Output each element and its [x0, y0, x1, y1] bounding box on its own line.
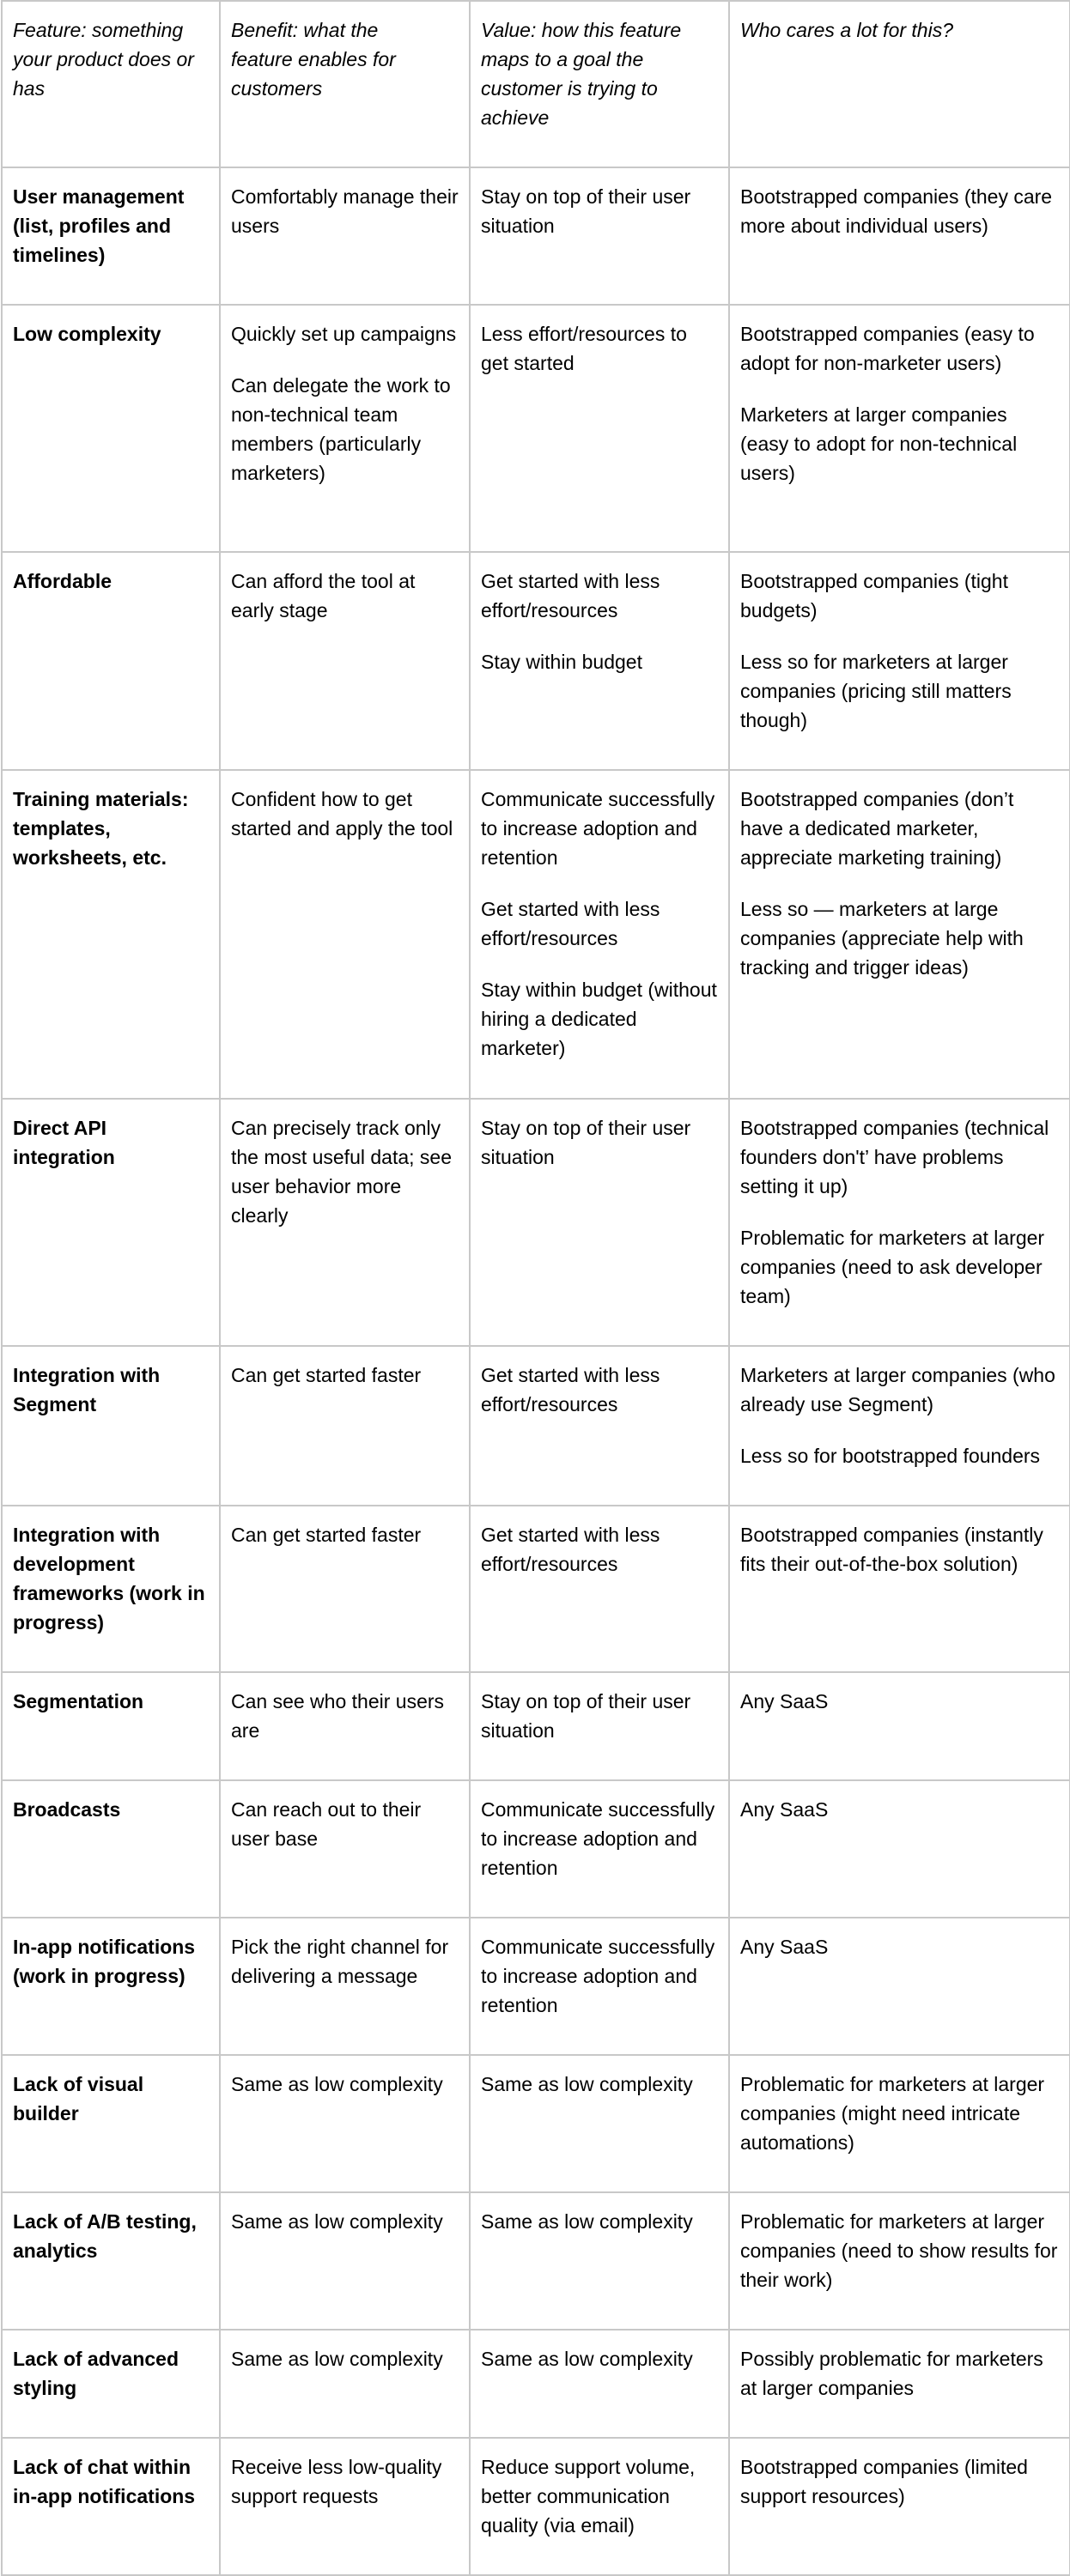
- feature-cell: [2, 552, 220, 770]
- benefit-cell: [220, 2438, 470, 2575]
- audience-cell: [729, 1506, 1070, 1672]
- benefit-cell: [220, 305, 470, 552]
- who-paragraph: Marketers at larger companies (who already use Segment): [740, 1364, 1055, 1415]
- benefit-paragraph: Can delegate the work to non-technical team members (particularly marketers): [231, 374, 451, 484]
- who-paragraph: Marketers at larger companies (easy to adopt for non-technical users): [740, 403, 1018, 484]
- value-paragraph: Communicate successfully to increase adoption and retention: [481, 1798, 715, 1879]
- benefit-paragraph: Quickly set up campaigns: [231, 323, 457, 345]
- value-cell: [470, 1780, 729, 1918]
- feature-cell: [2, 1672, 220, 1780]
- value-paragraph: Stay on top of their user situation: [481, 1690, 691, 1742]
- value-cell: [470, 1672, 729, 1780]
- value-paragraph: Stay on top of their user situation: [481, 185, 691, 237]
- benefit-paragraph: Can precisely track only the most useful data; see user behavior more clearly: [231, 1117, 452, 1227]
- feature-cell: [2, 1780, 220, 1918]
- header-value: [470, 1, 729, 167]
- value-cell: [470, 1918, 729, 2055]
- header-benefit-text: Benefit: what the feature enables for customers: [231, 19, 396, 100]
- who-paragraph: Less so for marketers at larger companies (pricing still matters though): [740, 651, 1012, 731]
- feature-cell: [2, 1346, 220, 1506]
- feature-name: Lack of visual builder: [13, 2073, 144, 2124]
- value-cell: [470, 2192, 729, 2330]
- who-paragraph: Bootstrapped companies (don’t have a dedicated marketer, appreciate marketing training): [740, 788, 1014, 869]
- feature-name: In-app notifications (work in progress): [13, 1936, 196, 1987]
- benefit-cell: [220, 1346, 470, 1506]
- value-paragraph: Same as low complexity: [481, 2073, 693, 2095]
- benefit-paragraph: Pick the right channel for delivering a message: [231, 1936, 449, 1987]
- value-cell: [470, 1506, 729, 1672]
- value-paragraph: Stay within budget (without hiring a dedicated marketer): [481, 979, 717, 1059]
- table-row: [2, 552, 1070, 770]
- who-paragraph: Any SaaS: [740, 1798, 829, 1821]
- table-row: [2, 305, 1070, 552]
- feature-cell: [2, 305, 220, 552]
- feature-name: Direct API integration: [13, 1117, 115, 1168]
- feature-name: Segmentation: [13, 1690, 144, 1712]
- audience-cell: [729, 1672, 1070, 1780]
- audience-cell: [729, 770, 1070, 1099]
- audience-cell: [729, 167, 1070, 305]
- benefit-cell: [220, 167, 470, 305]
- feature-cell: [2, 2055, 220, 2192]
- benefit-paragraph: Same as low complexity: [231, 2210, 443, 2233]
- benefit-cell: [220, 2330, 470, 2438]
- audience-cell: [729, 1346, 1070, 1506]
- value-paragraph: Get started with less effort/resources: [481, 570, 660, 621]
- audience-cell: [729, 2330, 1070, 2438]
- value-paragraph: Same as low complexity: [481, 2210, 693, 2233]
- benefit-cell: [220, 552, 470, 770]
- who-paragraph: Problematic for marketers at larger companies (might need intricate automations): [740, 2073, 1045, 2154]
- audience-cell: [729, 2192, 1070, 2330]
- benefit-paragraph: Receive less low-quality support requests: [231, 2456, 442, 2507]
- who-paragraph: Problematic for marketers at larger companies (need to ask developer team): [740, 1227, 1045, 1307]
- audience-cell: [729, 1780, 1070, 1918]
- benefit-paragraph: Comfortably manage their users: [231, 185, 459, 237]
- feature-cell: [2, 2438, 220, 2575]
- audience-cell: [729, 552, 1070, 770]
- header-feature-text: Feature: something your product does or has: [13, 19, 194, 100]
- benefit-paragraph: Same as low complexity: [231, 2073, 443, 2095]
- feature-name: Low complexity: [13, 323, 161, 345]
- who-paragraph: Problematic for marketers at larger companies (need to show results for their work): [740, 2210, 1058, 2291]
- header-value-text: Value: how this feature maps to a goal the customer is trying to achieve: [481, 19, 682, 129]
- feature-benefit-value-table: [1, 0, 1070, 2576]
- header-benefit: [220, 1, 470, 167]
- benefit-paragraph: Can see who their users are: [231, 1690, 445, 1742]
- feature-name: Lack of advanced styling: [13, 2348, 179, 2399]
- who-paragraph: Bootstrapped companies (easy to adopt for non-marketer users): [740, 323, 1035, 374]
- benefit-cell: [220, 1780, 470, 1918]
- table-row: [2, 1506, 1070, 1672]
- header-who: [729, 1, 1070, 167]
- feature-cell: [2, 167, 220, 305]
- audience-cell: [729, 305, 1070, 552]
- value-cell: [470, 770, 729, 1099]
- who-paragraph: Bootstrapped companies (tight budgets): [740, 570, 1008, 621]
- value-cell: [470, 552, 729, 770]
- feature-cell: [2, 1506, 220, 1672]
- value-paragraph: Get started with less effort/resources: [481, 1364, 660, 1415]
- feature-cell: [2, 2330, 220, 2438]
- feature-cell: [2, 1099, 220, 1346]
- feature-name: Integration with development frameworks (work in progress): [13, 1524, 205, 1633]
- value-cell: [470, 167, 729, 305]
- table-row: [2, 1780, 1070, 1918]
- value-cell: [470, 2055, 729, 2192]
- benefit-paragraph: Can afford the tool at early stage: [231, 570, 416, 621]
- value-paragraph: Communicate successfully to increase adoption and retention: [481, 1936, 715, 2016]
- feature-name: User management (list, profiles and timelines): [13, 185, 185, 266]
- benefit-cell: [220, 770, 470, 1099]
- who-paragraph: Less so — marketers at large companies (appreciate help with tracking and trigger ideas): [740, 898, 1024, 979]
- feature-name: Lack of chat within in-app notifications: [13, 2456, 196, 2507]
- table-row: [2, 1672, 1070, 1780]
- benefit-cell: [220, 2055, 470, 2192]
- table-row: [2, 1346, 1070, 1506]
- who-paragraph: Bootstrapped companies (instantly fits their out-of-the-box solution): [740, 1524, 1043, 1575]
- header-who-text: Who cares a lot for this?: [740, 19, 953, 41]
- value-paragraph: Stay within budget: [481, 651, 642, 673]
- feature-name: Lack of A/B testing, analytics: [13, 2210, 197, 2262]
- who-paragraph: Bootstrapped companies (technical founders don't’ have problems setting it up): [740, 1117, 1049, 1197]
- value-paragraph: Stay on top of their user situation: [481, 1117, 691, 1168]
- value-cell: [470, 1099, 729, 1346]
- table-row: [2, 167, 1070, 305]
- benefit-cell: [220, 1672, 470, 1780]
- value-paragraph: Get started with less effort/resources: [481, 1524, 660, 1575]
- feature-name: Integration with Segment: [13, 1364, 161, 1415]
- benefit-paragraph: Can reach out to their user base: [231, 1798, 422, 1850]
- value-paragraph: Communicate successfully to increase adoption and retention: [481, 788, 715, 869]
- table-row: [2, 2192, 1070, 2330]
- who-paragraph: Any SaaS: [740, 1936, 829, 1958]
- value-cell: [470, 2438, 729, 2575]
- benefit-paragraph: Same as low complexity: [231, 2348, 443, 2370]
- who-paragraph: Less so for bootstrapped founders: [740, 1445, 1041, 1467]
- feature-name: Affordable: [13, 570, 112, 592]
- benefit-cell: [220, 1506, 470, 1672]
- table-row: [2, 1099, 1070, 1346]
- value-paragraph: Reduce support volume, better communication quality (via email): [481, 2456, 696, 2537]
- audience-cell: [729, 1918, 1070, 2055]
- table-row: [2, 2438, 1070, 2575]
- value-cell: [470, 1346, 729, 1506]
- table-row: [2, 770, 1070, 1099]
- value-paragraph: Less effort/resources to get started: [481, 323, 687, 374]
- benefit-paragraph: Confident how to get started and apply the tool: [231, 788, 453, 839]
- table-row: [2, 1918, 1070, 2055]
- feature-cell: [2, 770, 220, 1099]
- header-row: [2, 1, 1070, 167]
- benefit-cell: [220, 2192, 470, 2330]
- table-row: [2, 2330, 1070, 2438]
- value-paragraph: Same as low complexity: [481, 2348, 693, 2370]
- feature-cell: [2, 1918, 220, 2055]
- header-feature: [2, 1, 220, 167]
- feature-name: Training materials: templates, worksheets, etc.: [13, 788, 189, 869]
- feature-name: Broadcasts: [13, 1798, 121, 1821]
- value-cell: [470, 2330, 729, 2438]
- benefit-cell: [220, 1099, 470, 1346]
- benefit-paragraph: Can get started faster: [231, 1524, 422, 1546]
- table-row: [2, 2055, 1070, 2192]
- benefit-cell: [220, 1918, 470, 2055]
- audience-cell: [729, 2438, 1070, 2575]
- who-paragraph: Any SaaS: [740, 1690, 829, 1712]
- value-cell: [470, 305, 729, 552]
- audience-cell: [729, 2055, 1070, 2192]
- who-paragraph: Bootstrapped companies (they care more about individual users): [740, 185, 1053, 237]
- audience-cell: [729, 1099, 1070, 1346]
- value-paragraph: Get started with less effort/resources: [481, 898, 660, 949]
- feature-cell: [2, 2192, 220, 2330]
- who-paragraph: Bootstrapped companies (limited support resources): [740, 2456, 1028, 2507]
- benefit-paragraph: Can get started faster: [231, 1364, 422, 1386]
- who-paragraph: Possibly problematic for marketers at larger companies: [740, 2348, 1043, 2399]
